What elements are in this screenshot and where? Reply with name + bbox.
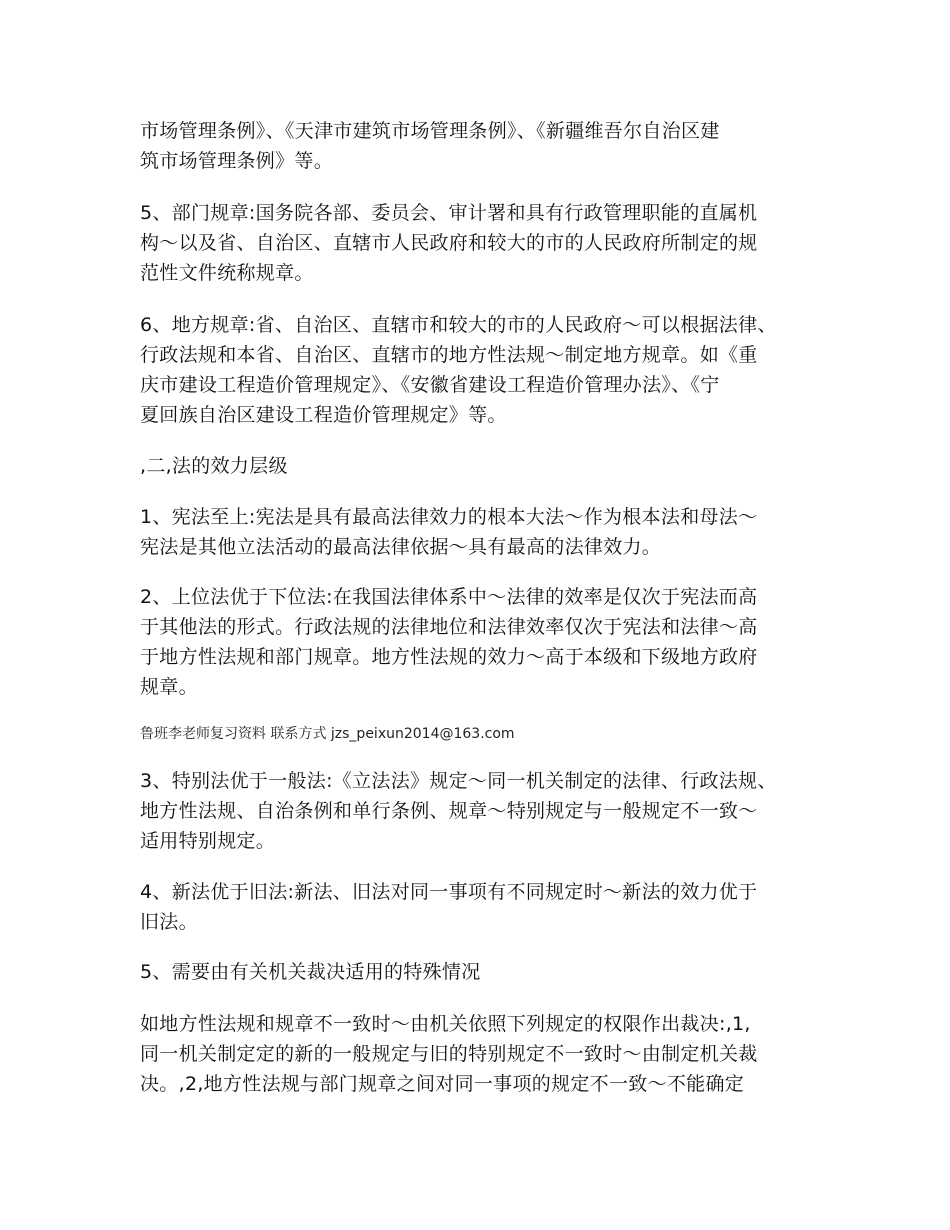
text-line: 旧法。 [140, 911, 198, 933]
paragraph-local-rules [140, 310, 840, 430]
text-line: 于其他法的形式。行政法规的法律地位和法律效率仅次于宪法和法律～高 [140, 616, 758, 638]
text-line: 1、宪法至上:宪法是具有最高法律效力的根本大法～作为根本法和母法～ [140, 506, 758, 528]
text-line: 6、地方规章:省、自治区、直辖市和较大的市的人民政府～可以根据法律、 [140, 314, 777, 336]
text-line: 于地方性法规和部门规章。地方性法规的效力～高于本级和下级地方政府 [140, 646, 758, 668]
text-line: 构～以及省、自治区、直辖市人民政府和较大的市的人民政府所制定的规 [140, 232, 758, 254]
text-line: 决。,2,地方性法规与部门规章之间对同一事项的规定不一致～不能确定 [140, 1073, 745, 1095]
section-heading-legal-hierarchy [140, 451, 840, 481]
paragraph-special-cases [140, 957, 840, 987]
paragraph-department-rules [140, 198, 840, 288]
text-line: 市场管理条例》、《天津市建筑市场管理条例》、《新疆维吾尔自治区建 [140, 120, 720, 142]
text-line: 庆市建设工程造价管理规定》、《安徽省建设工程造价管理办法》、《宁 [140, 374, 720, 396]
text-line: 3、特别法优于一般法:《立法法》规定～同一机关制定的法律、行政法规、 [140, 770, 777, 792]
text-line: 2、上位法优于下位法:在我国法律体系中～法律的效率是仅次于宪法而高 [140, 586, 758, 608]
paragraph-constitution-supreme [140, 502, 840, 562]
text-line: 宪法是其他立法活动的最高法律依据～具有最高的法律效力。 [140, 536, 662, 558]
text-line: 同一机关制定定的新的一般规定与旧的特别规定不一致时～由制定机关裁 [140, 1043, 758, 1065]
contact-note: 鲁班李老师复习资料 联系方式 jzs_peixun2014@163.com [140, 726, 515, 742]
text-line: 筑市场管理条例》等。 [140, 150, 334, 172]
text-line: 行政法规和本省、自治区、直辖市的地方性法规～制定地方规章。如《重 [140, 344, 758, 366]
text-line: 5、部门规章:国务院各部、委员会、审计署和具有行政管理职能的直属机 [140, 202, 758, 224]
text-line: 地方性法规、自治条例和单行条例、规章～特别规定与一般规定不一致～ [140, 800, 758, 822]
paragraph-ruling-rules [140, 1009, 840, 1099]
paragraph-superior-law [140, 582, 840, 702]
text-line: 适用特别规定。 [140, 830, 276, 852]
paragraph-new-law [140, 877, 840, 937]
text-line: 规章。 [140, 676, 198, 698]
paragraph-building-market-regulations [140, 116, 840, 176]
text-line: 范性文件统称规章。 [140, 262, 314, 284]
text-line: 4、新法优于旧法:新法、旧法对同一事项有不同规定时～新法的效力优于 [140, 881, 758, 903]
text-line: 5、需要由有关机关裁决适用的特殊情况 [140, 961, 481, 983]
section-heading: ,二,法的效力层级 [140, 455, 288, 477]
text-line: 如地方性法规和规章不一致时～由机关依照下列规定的权限作出裁决:,1, [140, 1013, 751, 1035]
paragraph-special-law [140, 766, 840, 856]
text-line: 夏回族自治区建设工程造价管理规定》等。 [140, 404, 507, 426]
